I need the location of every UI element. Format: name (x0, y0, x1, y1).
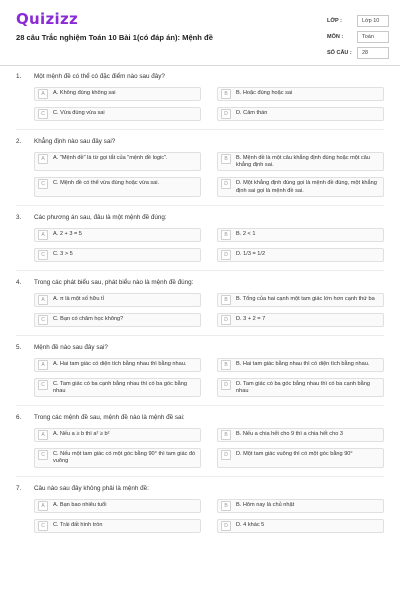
option-b[interactable] (217, 152, 384, 171)
option-a[interactable] (34, 152, 201, 171)
question-count-field: 28 (357, 47, 389, 59)
question-5 (0, 343, 400, 397)
option-text: B. Nếu a chia hết cho 9 thì a chia hết cho 3 (236, 431, 343, 438)
option-b[interactable] (217, 87, 384, 101)
option-c[interactable] (34, 313, 201, 327)
option-letter: A (38, 295, 48, 305)
option-letter: D (221, 380, 231, 390)
divider (16, 129, 384, 130)
question-number: 5. (16, 343, 22, 351)
subject-label: MÔN : (327, 34, 344, 40)
option-letter: C (38, 521, 48, 531)
option-text: A. π là một số hữu tỉ (53, 295, 104, 302)
option-letter: C (38, 179, 48, 189)
options (16, 152, 384, 197)
option-c[interactable] (34, 378, 201, 397)
option-text: D. Một khẳng định đúng gọi là mệnh đề đúng, một khẳng định sai gọi là mệnh đề sai. (236, 180, 377, 194)
option-letter: D (221, 521, 231, 531)
option-text: A. 2 + 3 = 5 (53, 230, 82, 237)
question-list (0, 72, 400, 533)
option-text: C. Tam giác có ba cạnh bằng nhau thì có ba góc bằng nhau (53, 380, 187, 395)
question-count-label: SỐ CÂU : (327, 50, 352, 56)
option-letter: A (38, 154, 48, 164)
option-c[interactable] (34, 519, 201, 533)
option-text: A. Nếu a ≥ b thì a² ≥ b² (53, 431, 110, 438)
option-letter: B (221, 430, 231, 440)
option-letter: A (38, 230, 48, 240)
option-text: D. Một tam giác vuông thì có một góc bằng 90° (236, 451, 353, 458)
option-text: A. Hai tam giác có diện tích bằng nhau thì bằng nhau. (53, 360, 187, 367)
question-text: Khẳng định nào sau đây sai? (34, 138, 116, 145)
question-text: Một mệnh đề có thể có đặc điểm nào sau đây? (34, 73, 165, 80)
option-b[interactable] (217, 358, 384, 372)
options (16, 428, 384, 467)
option-a[interactable] (34, 228, 201, 242)
worksheet-header (0, 0, 400, 66)
question-text: Mệnh đề nào sau đây sai? (34, 343, 108, 351)
options (16, 293, 384, 327)
question-3 (0, 213, 400, 262)
option-b[interactable] (217, 428, 384, 442)
option-text: D. Tam giác có ba góc bằng nhau thì có ba cạnh bằng nhau (236, 380, 370, 395)
divider (16, 335, 384, 336)
quizizz-logo: Quizizz (16, 10, 79, 28)
option-text: C. Mệnh đề có thể vừa đúng hoặc vừa sai. (53, 180, 160, 187)
option-text: B. 2 < 1 (236, 230, 256, 237)
option-text: C. Bạn có chăm học không? (53, 315, 124, 322)
options (16, 228, 384, 262)
option-letter: A (38, 89, 48, 99)
option-d[interactable] (217, 448, 384, 467)
option-a[interactable] (34, 499, 201, 513)
question-7 (0, 484, 400, 533)
options (16, 499, 384, 533)
question-number: 6. (16, 414, 22, 422)
option-letter: A (38, 501, 48, 511)
option-text: B. Mệnh đề là một câu khẳng định đúng hoặc một câu khẳng định sai. (236, 155, 371, 169)
option-a[interactable] (34, 87, 201, 101)
option-d[interactable] (217, 177, 384, 196)
class-label: LỚP : (327, 18, 342, 24)
option-text: B. Hoặc đúng hoặc sai (236, 90, 293, 96)
question-number: 7. (16, 484, 22, 492)
option-letter: C (38, 450, 48, 460)
divider (16, 270, 384, 271)
question-number: 1. (16, 73, 22, 80)
option-text: D. Cảm thán (236, 110, 268, 116)
options (16, 87, 384, 121)
question-count-row (327, 46, 389, 60)
option-b[interactable] (217, 499, 384, 513)
option-a[interactable] (34, 358, 201, 372)
option-letter: B (221, 154, 231, 164)
option-text: B. Hai tam giác bằng nhau thì có diện tích bằng nhau. (236, 360, 370, 367)
subject-field: Toán (357, 31, 389, 43)
question-number: 3. (16, 213, 22, 221)
option-letter: C (38, 109, 48, 119)
option-letter: C (38, 250, 48, 260)
option-letter: B (221, 360, 231, 370)
option-b[interactable] (217, 228, 384, 242)
option-d[interactable] (217, 107, 384, 121)
worksheet-title: 28 câu Trắc nghiệm Toán 10 Bài 1(có đáp án): Mệnh đề (16, 33, 213, 42)
question-text: Trong các mệnh đề sau, mệnh đề nào là mệnh đề sai: (34, 414, 185, 422)
option-text: C. Nếu một tam giác có một góc bằng 90° thì tam giác đó vuông (53, 451, 196, 465)
option-letter: B (221, 89, 231, 99)
option-text: A. "Mệnh đề" là từ gọi tắt của "mệnh đề logic". (53, 155, 168, 161)
option-letter: D (221, 109, 231, 119)
option-letter: B (221, 230, 231, 240)
divider (16, 205, 384, 206)
option-text: D. 1/3 = 1/2 (236, 250, 266, 257)
option-letter: D (221, 450, 231, 460)
option-c[interactable] (34, 107, 201, 121)
class-field: Lớp 10 (357, 15, 389, 27)
option-letter: D (221, 179, 231, 189)
option-letter: B (221, 295, 231, 305)
option-d[interactable] (217, 313, 384, 327)
option-text: A. Không đúng không sai (53, 90, 116, 96)
question-6 (0, 413, 400, 467)
option-a[interactable] (34, 293, 201, 307)
option-c[interactable] (34, 448, 201, 467)
question-text: Trong các phát biểu sau, phát biểu nào là mệnh đề đúng: (34, 278, 194, 286)
option-text: C. Vừa đúng vừa sai (53, 110, 105, 116)
question-4 (0, 278, 400, 327)
options (16, 358, 384, 397)
option-c[interactable] (34, 248, 201, 262)
option-d[interactable] (217, 248, 384, 262)
option-letter: B (221, 501, 231, 511)
option-text: C. Trái đất hình tròn (53, 521, 103, 528)
option-text: D. 3 + 2 = 7 (236, 315, 266, 322)
question-text: Câu nào sau đây không phải là mệnh đề: (34, 484, 149, 492)
option-text: B. Hôm nay là chủ nhật (236, 501, 295, 508)
option-a[interactable] (34, 428, 201, 442)
option-text: A. Bạn bao nhiêu tuổi (53, 501, 107, 508)
worksheet-meta (327, 14, 389, 62)
question-text: Các phương án sau, đâu là một mệnh đề đúng: (34, 213, 167, 221)
question-2 (0, 137, 400, 197)
option-text: D. 4 khác 5 (236, 521, 265, 528)
divider (16, 405, 384, 406)
option-letter: A (38, 360, 48, 370)
option-letter: C (38, 380, 48, 390)
option-text: B. Tổng của hai cạnh một tam giác lớn hơn cạnh thứ ba (236, 295, 375, 302)
question-1 (0, 72, 400, 121)
option-text: C. 3 > 5 (53, 250, 73, 257)
option-d[interactable] (217, 519, 384, 533)
option-letter: C (38, 315, 48, 325)
option-b[interactable] (217, 293, 384, 307)
subject-row (327, 30, 389, 44)
option-c[interactable] (34, 177, 201, 196)
option-d[interactable] (217, 378, 384, 397)
option-letter: D (221, 315, 231, 325)
option-letter: D (221, 250, 231, 260)
divider (16, 476, 384, 477)
question-number: 2. (16, 138, 22, 145)
option-letter: A (38, 430, 48, 440)
class-row (327, 14, 389, 28)
question-number: 4. (16, 278, 22, 286)
